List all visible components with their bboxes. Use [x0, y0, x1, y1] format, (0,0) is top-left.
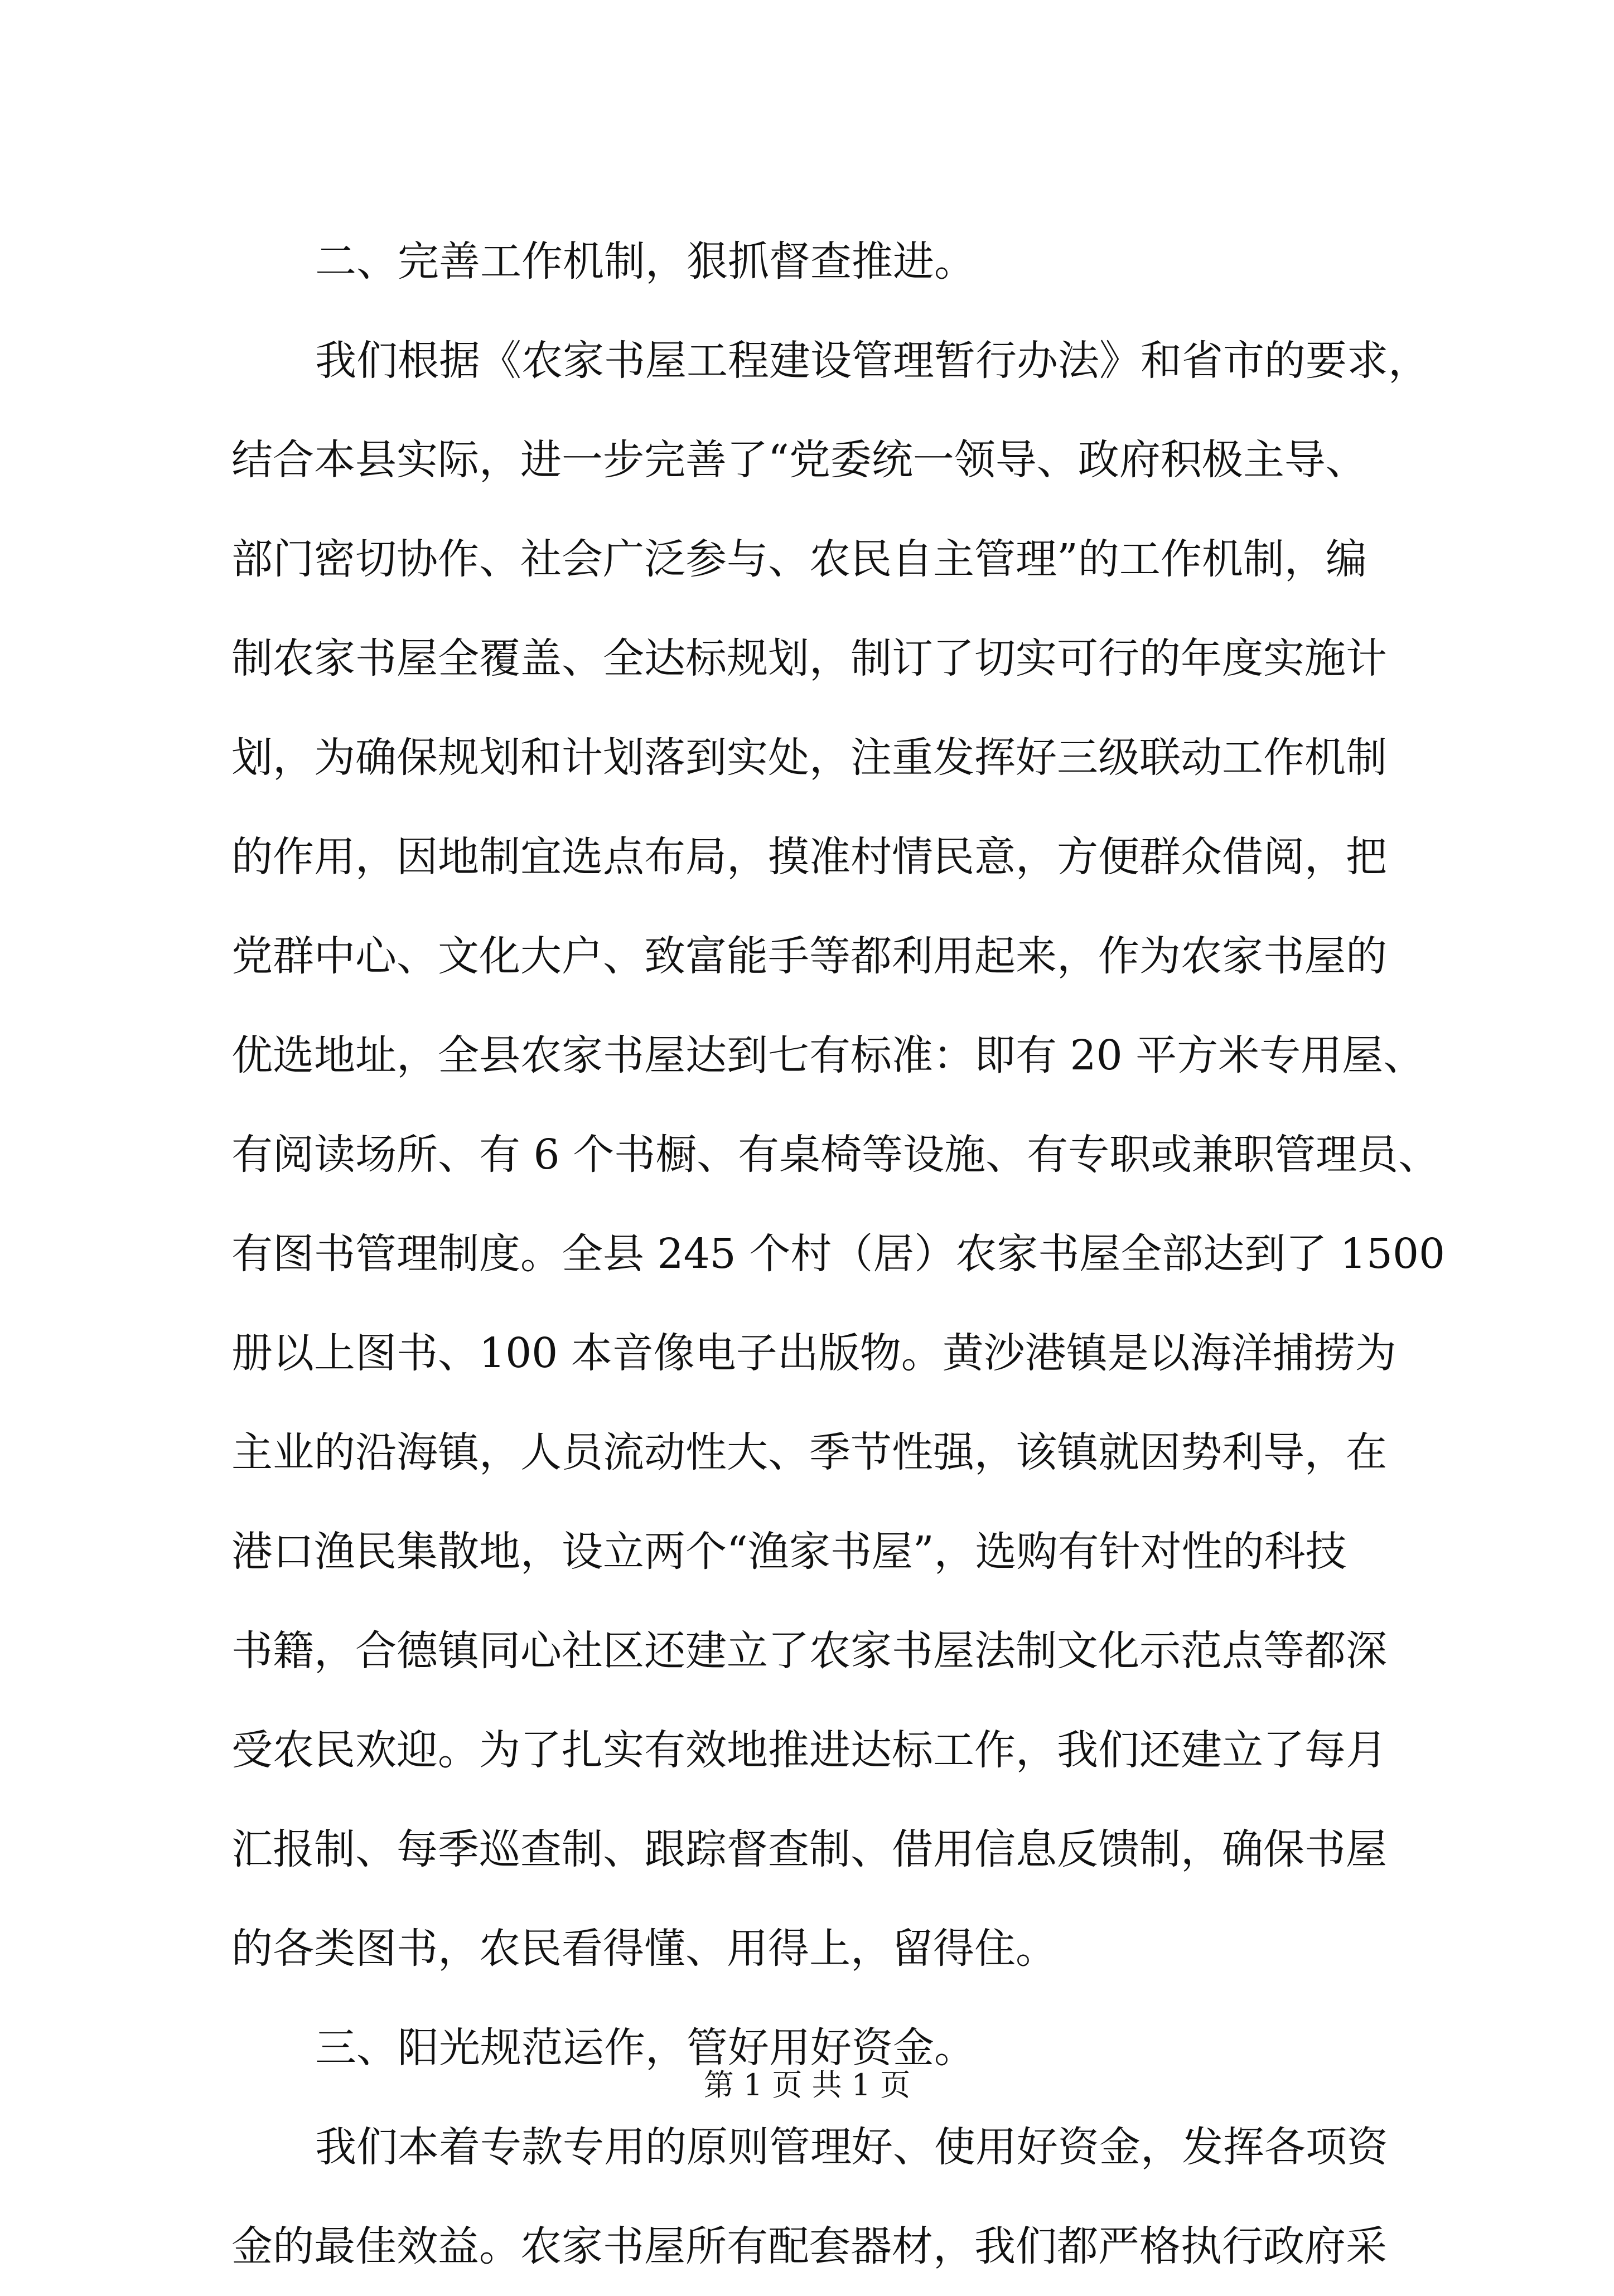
section-heading-2: 二、完善工作机制，狠抓督查推进。: [315, 238, 975, 285]
paragraph-line: 优选地址，全县农家书屋达到七有标准：即有 20 平方米专用屋、: [231, 1031, 1425, 1079]
paragraph-line: 的各类图书，农民看得懂、用得上，留得住。: [231, 1925, 1057, 1973]
paragraph-line: 汇报制、每季巡查制、跟踪督查制、借用信息反馈制，确保书屋: [231, 1825, 1387, 1873]
paragraph-line: 主业的沿海镇，人员流动性大、季节性强，该镇就因势利导，在: [231, 1428, 1387, 1476]
paragraph-line: 有图书管理制度。全县 245 个村（居）农家书屋全部达到了 1500: [231, 1230, 1446, 1278]
page-number-label: 第 1 页 共 1 页: [703, 2067, 911, 2103]
body-text: [231, 212, 1446, 2296]
paragraph-line: 制农家书屋全覆盖、全达标规划，制订了切实可行的年度实施计: [231, 634, 1387, 682]
section-heading-3: 三、阳光规范运作，管好用好资金。: [315, 2024, 975, 2072]
page-footer: [0, 2063, 1614, 2108]
paragraph-line: 我们根据《农家书屋工程建设管理暂行办法》和省市的要求，: [315, 337, 1429, 385]
paragraph-line: 有阅读场所、有 6 个书橱、有桌椅等设施、有专职或兼职管理员、: [231, 1131, 1440, 1179]
paragraph-line: 书籍，合德镇同心社区还建立了农家书屋法制文化示范点等都深: [231, 1627, 1387, 1675]
paragraph-line: 部门密切协作、社会广泛参与、农民自主管理”的工作机制，编: [231, 535, 1367, 583]
paragraph-line: 受农民欢迎。为了扎实有效地推进达标工作，我们还建立了每月: [231, 1726, 1387, 1774]
paragraph-line: 港口渔民集散地，设立两个“渔家书屋”，选购有针对性的科技: [231, 1528, 1347, 1576]
paragraph-line: 党群中心、文化大户、致富能手等都利用起来，作为农家书屋的: [231, 932, 1387, 980]
paragraph-line: 册以上图书、100 本音像电子出版物。黄沙港镇是以海洋捕捞为: [231, 1329, 1396, 1377]
paragraph-line: 我们本着专款专用的原则管理好、使用好资金，发挥各项资: [315, 2123, 1388, 2171]
paragraph-line: 金的最佳效益。农家书屋所有配套器材，我们都严格执行政府采: [231, 2222, 1387, 2270]
paragraph-line: 结合本县实际，进一步完善了“党委统一领导、政府积极主导、: [231, 436, 1367, 484]
paragraph-line: 的作用，因地制宜选点布局，摸准村情民意，方便群众借阅，把: [231, 833, 1387, 881]
paragraph-line: 划，为确保规划和计划落到实处，注重发挥好三级联动工作机制: [231, 734, 1387, 782]
